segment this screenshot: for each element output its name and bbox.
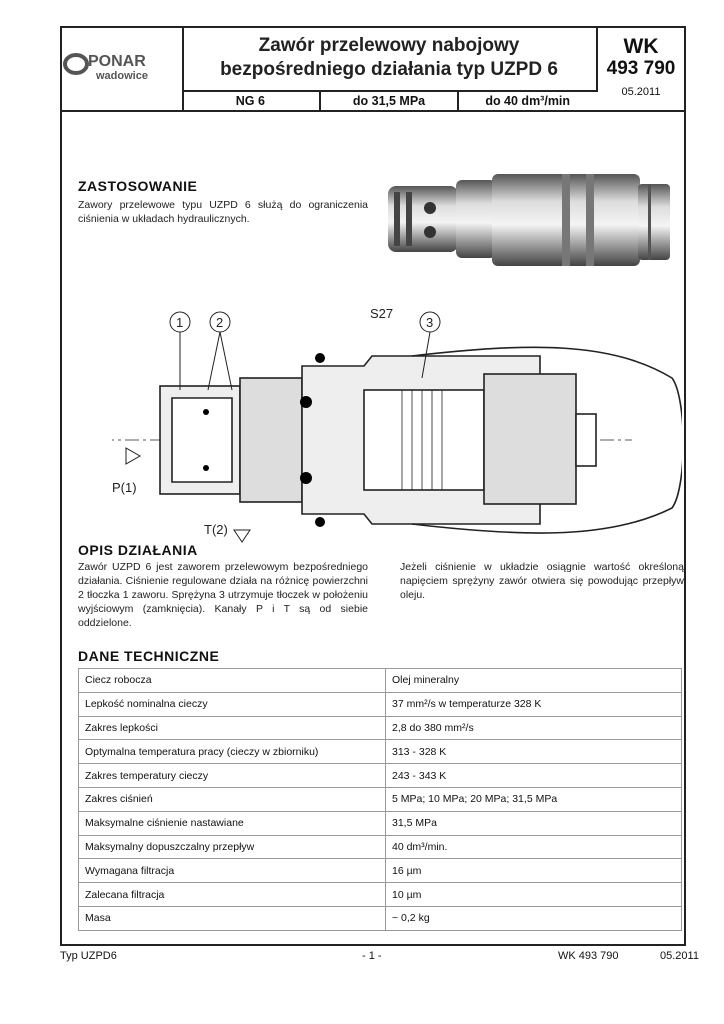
parameter-value: ~ 0,2 kg [386, 906, 682, 930]
parameter-label: Maksymalne ciśnienie nastawiane [79, 811, 386, 835]
parameter-value: 243 - 343 K [386, 764, 682, 788]
svg-text:PONAR: PONAR [88, 53, 146, 70]
parameter-value: 5 MPa; 10 MPa; 20 MPa; 31,5 MPa [386, 787, 682, 811]
callout-3: 3 [426, 315, 434, 330]
technical-data-table [78, 668, 682, 931]
parameter-value: 10 µm [386, 883, 682, 907]
application-text: Zawory przelewowe typu UZPD 6 służą do ograniczenia ciśnienia w układach hydraulicznych. [78, 199, 368, 225]
title-line-2: bezpośredniego działania typ UZPD 6 [220, 59, 558, 80]
catalog-number: 493 790 [606, 58, 676, 79]
document-header [62, 28, 684, 112]
title-line-1: Zawór przelewowy nabojowy [258, 35, 520, 56]
footer-catalog: WK 493 790 [558, 950, 619, 962]
table-row [79, 811, 682, 835]
operation-text-right: Jeżeli ciśnienie w układzie osiągnie wartość określoną napięciem sprężyny zawór otwiera się powodując przepływ oleju. [400, 561, 684, 601]
footer-date: 05.2011 [660, 950, 699, 962]
valve-cartridge-illustration [380, 134, 680, 284]
table-row [79, 906, 682, 930]
parameter-label: Masa [79, 906, 386, 930]
technical-heading: DANE TECHNICZNE [78, 648, 220, 664]
table-row [79, 669, 682, 693]
footer-page-number: - 1 - [362, 950, 382, 962]
parameter-value: 2,8 do 380 mm²/s [386, 716, 682, 740]
table-row [79, 764, 682, 788]
document-title [182, 28, 598, 92]
parameter-label: Zalecana filtracja [79, 883, 386, 907]
table-row [79, 716, 682, 740]
page-frame [60, 26, 686, 946]
svg-text:wadowice: wadowice [96, 70, 148, 82]
table-row [79, 787, 682, 811]
operation-text-left: Zawór UZPD 6 jest zaworem przelewowym bezpośredniego działania. Ciśnienie regulowane działa na różnicę powierzchni 2 tłoczka 1 zaworu. Sprężyna 3 utrzymuje tłoczek w położeniu wyjściowym (zamknięcia). Kanały P i T są od siebie oddzielone. [78, 561, 368, 629]
application-heading: ZASTOSOWANIE [78, 178, 198, 194]
footer-type: Typ UZPD6 [60, 950, 117, 962]
callout-1: 1 [176, 315, 184, 330]
parameter-value: 16 µm [386, 859, 682, 883]
port-p-label: P(1) [112, 480, 137, 495]
parameter-value: 37 mm²/s w temperaturze 328 K [386, 692, 682, 716]
catalog-label: WK [623, 35, 659, 58]
parameter-value: 313 - 328 K [386, 740, 682, 764]
parameter-value: Olej mineralny [386, 669, 682, 693]
operation-heading: OPIS DZIAŁANIA [78, 542, 198, 558]
table-row [79, 883, 682, 907]
param-flow: do 40 dm³/min [485, 94, 571, 108]
parameter-label: Zakres temperatury cieczy [79, 764, 386, 788]
header-date: 05.2011 [621, 86, 661, 98]
param-pressure: do 31,5 MPa [321, 92, 460, 110]
parameter-label: Maksymalny dopuszczalny przepływ [79, 835, 386, 859]
parameter-value: 31,5 MPa [386, 811, 682, 835]
table-row [79, 692, 682, 716]
table-row [79, 740, 682, 764]
callout-2: 2 [216, 315, 224, 330]
parameter-label: Optymalna temperatura pracy (cieczy w zbiorniku) [79, 740, 386, 764]
section-drawing [112, 298, 682, 543]
catalog-box [598, 28, 684, 110]
company-logo [62, 28, 184, 110]
param-nominal-size: NG 6 [182, 92, 321, 110]
parameter-label: Lepkość nominalna cieczy [79, 692, 386, 716]
parameter-label: Ciecz robocza [79, 669, 386, 693]
port-t-label: T(2) [204, 522, 228, 537]
wrench-label: S27 [370, 306, 394, 321]
parameter-label: Zakres ciśnień [79, 787, 386, 811]
param-row [182, 92, 596, 110]
table-row [79, 835, 682, 859]
parameter-label: Zakres lepkości [79, 716, 386, 740]
parameter-label: Wymagana filtracja [79, 859, 386, 883]
parameter-value: 40 dm³/min. [386, 835, 682, 859]
table-row [79, 859, 682, 883]
